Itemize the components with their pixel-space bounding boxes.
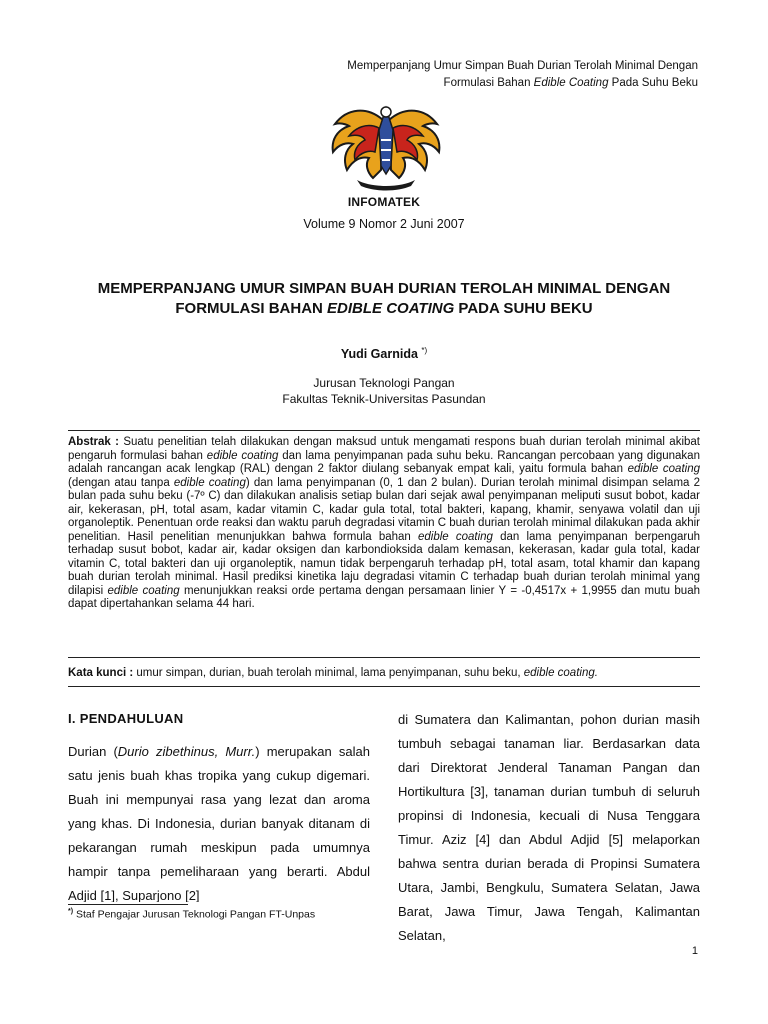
abstract [68, 436, 700, 612]
running-header-line-1: Memperpanjang Umur Simpan Buah Durian Terolah Minimal Dengan [347, 60, 698, 72]
author-name: Yudi Garnida [340, 347, 418, 362]
running-header-italic: Edible Coating [533, 77, 609, 89]
abstract-italic: edible coating [107, 584, 180, 597]
abstract-italic: edible coating [173, 476, 246, 489]
author-footnote-mark: *) [421, 346, 428, 355]
paper-title-line-1: MEMPERPANJANG UMUR SIMPAN BUAH DURIAN TEROLAH MINIMAL DENGAN [97, 280, 671, 297]
keywords-text: umur simpan, durian, buah terolah minimal, lama penyimpanan, suhu beku, [133, 667, 524, 679]
title-text-end: PADA SUHU BEKU [454, 300, 593, 317]
page-number: 1 [691, 945, 698, 957]
abstract-bottom-rule [68, 657, 700, 658]
abstract-text: (dengan atau tanpa [68, 476, 174, 489]
footnote-rule [68, 904, 188, 905]
section-heading: I. PENDAHULUAN [68, 711, 184, 726]
title-text: FORMULASI BAHAN [175, 300, 328, 317]
running-header-line-2 [278, 75, 698, 92]
body-text: ) merupakan salah satu jenis buah khas tropika yang cukup digemari. Buah ini mempunyai rasa yang lezat dan aroma yang khas. Di Indonesia, durian banyak ditanam di pekarangan rumah meskipun pada umumnya hampir tanpa pemeliharaan yang berarti. Abdul Adjid [1], Suparjono [2] [68, 744, 370, 902]
body-column-right: di Sumatera dan Kalimantan, pohon durian masih tumbuh sebagai tanaman liar. Berdasarkan data dari Direktorat Jenderal Tanaman Pangan dan Hortikultura [3], tanaman durian tumbuh di seluruh propinsi di Indonesia, kecuali di Nusa Tenggara Timur. Aziz [4] dan Abdul Adjid [5] melaporkan bahwa sentra durian berada di Propinsi Sumatera Utara, Jambi, Bengkulu, Sumatera Selatan, Jawa Barat, Jawa Timur, Jawa Tengah, Kalimantan Selatan, [398, 712, 700, 943]
keywords [68, 666, 700, 680]
affiliation-department: Jurusan Teknologi Pangan [313, 376, 455, 390]
keywords-italic: edible coating. [523, 667, 598, 679]
abstract-italic: edible coating [206, 449, 279, 462]
keywords-bottom-rule [68, 686, 700, 687]
journal-name: INFOMATEK [347, 195, 421, 209]
affiliation [0, 375, 768, 407]
body-text: Durian ( [68, 744, 118, 759]
journal-info [0, 195, 768, 231]
abstract-label: Abstrak : [68, 436, 119, 448]
abstract-italic: edible coating [627, 463, 700, 475]
affiliation-faculty: Fakultas Teknik-Universitas Pasundan [282, 392, 486, 406]
body-italic: Durio zibethinus, Murr. [117, 744, 256, 759]
abstract-text: dan lama penyimpanan pada suhu beku. Rancangan percobaan yang digunakan adalah rancangan acak lengkap (RAL) dengan 2 faktor diulang sebanyak empat kali, yaitu formula bahan [68, 449, 700, 475]
running-header [278, 58, 698, 92]
footnote-mark: *) [68, 908, 74, 915]
keywords-label: Kata kunci : [68, 667, 134, 679]
author [0, 346, 768, 361]
abstract-text: Suatu penelitian telah dilakukan dengan maksud untuk mengamati respons buah durian terolah minimal akibat pengaruh formulasi bahan [68, 436, 700, 462]
footnote-text: Staf Pengajar Jurusan Teknologi Pangan FT-Unpas [73, 908, 316, 921]
paper-title [50, 279, 718, 319]
journal-volume: Volume 9 Nomor 2 Juni 2007 [303, 217, 465, 231]
abstract-text: ) dan lama penyimpanan (0, 1 dan 2 bulan). Durian terolah minimal disimpan selama 2 bulan pada suhu beku (-7º C) dan dilakukan analisis setiap bulan dari sejak awal penyimpanan meliputi susut bobot, kadar air, kekerasan, pH, total asam, kadar vitamin C, kadar gula total, total bakteri, kapang, khamir, senyawa volatil dan uji organoleptik. Penentuan orde reaksi dan waktu paruh degradasi vitamin C buah durian terolah minimal dilakukan pada akhir penelitian. Hasil penelitian menunjukkan bahwa formula bahan [68, 476, 700, 543]
university-crest-icon [327, 100, 445, 192]
running-header-text-end: Pada Suhu Beku [608, 77, 698, 89]
footnote [68, 908, 315, 921]
abstract-text: dan lama penyimpanan berpengaruh terhadap susut bobot, kadar air, kadar oksigen dan karbondioksida dalam kemasan, kekerasan, kadar gula total, kadar vitamin C, total bakteri dan uji organoleptik, namun tidak berpengaruh terhadap pH, total asam, total khamir dan kapang buah durian terolah minimal. Hasil prediksi kinetika laju degradasi vitamin C terhadap buah durian terolah minimal yang dilapisi [68, 530, 700, 597]
running-header-text: Formulasi Bahan [443, 77, 534, 89]
body-column-left [68, 740, 370, 902]
title-italic: EDIBLE COATING [327, 300, 455, 317]
abstract-text: menunjukkan reaksi orde pertama dengan persamaan linier Y = -0,4517x + 1,9955 dan mutu buah dapat dipertahankan selama 44 hari. [68, 584, 700, 610]
paper-title-line-2 [50, 299, 718, 319]
abstract-italic: edible coating [418, 530, 493, 543]
abstract-top-rule [68, 430, 700, 431]
